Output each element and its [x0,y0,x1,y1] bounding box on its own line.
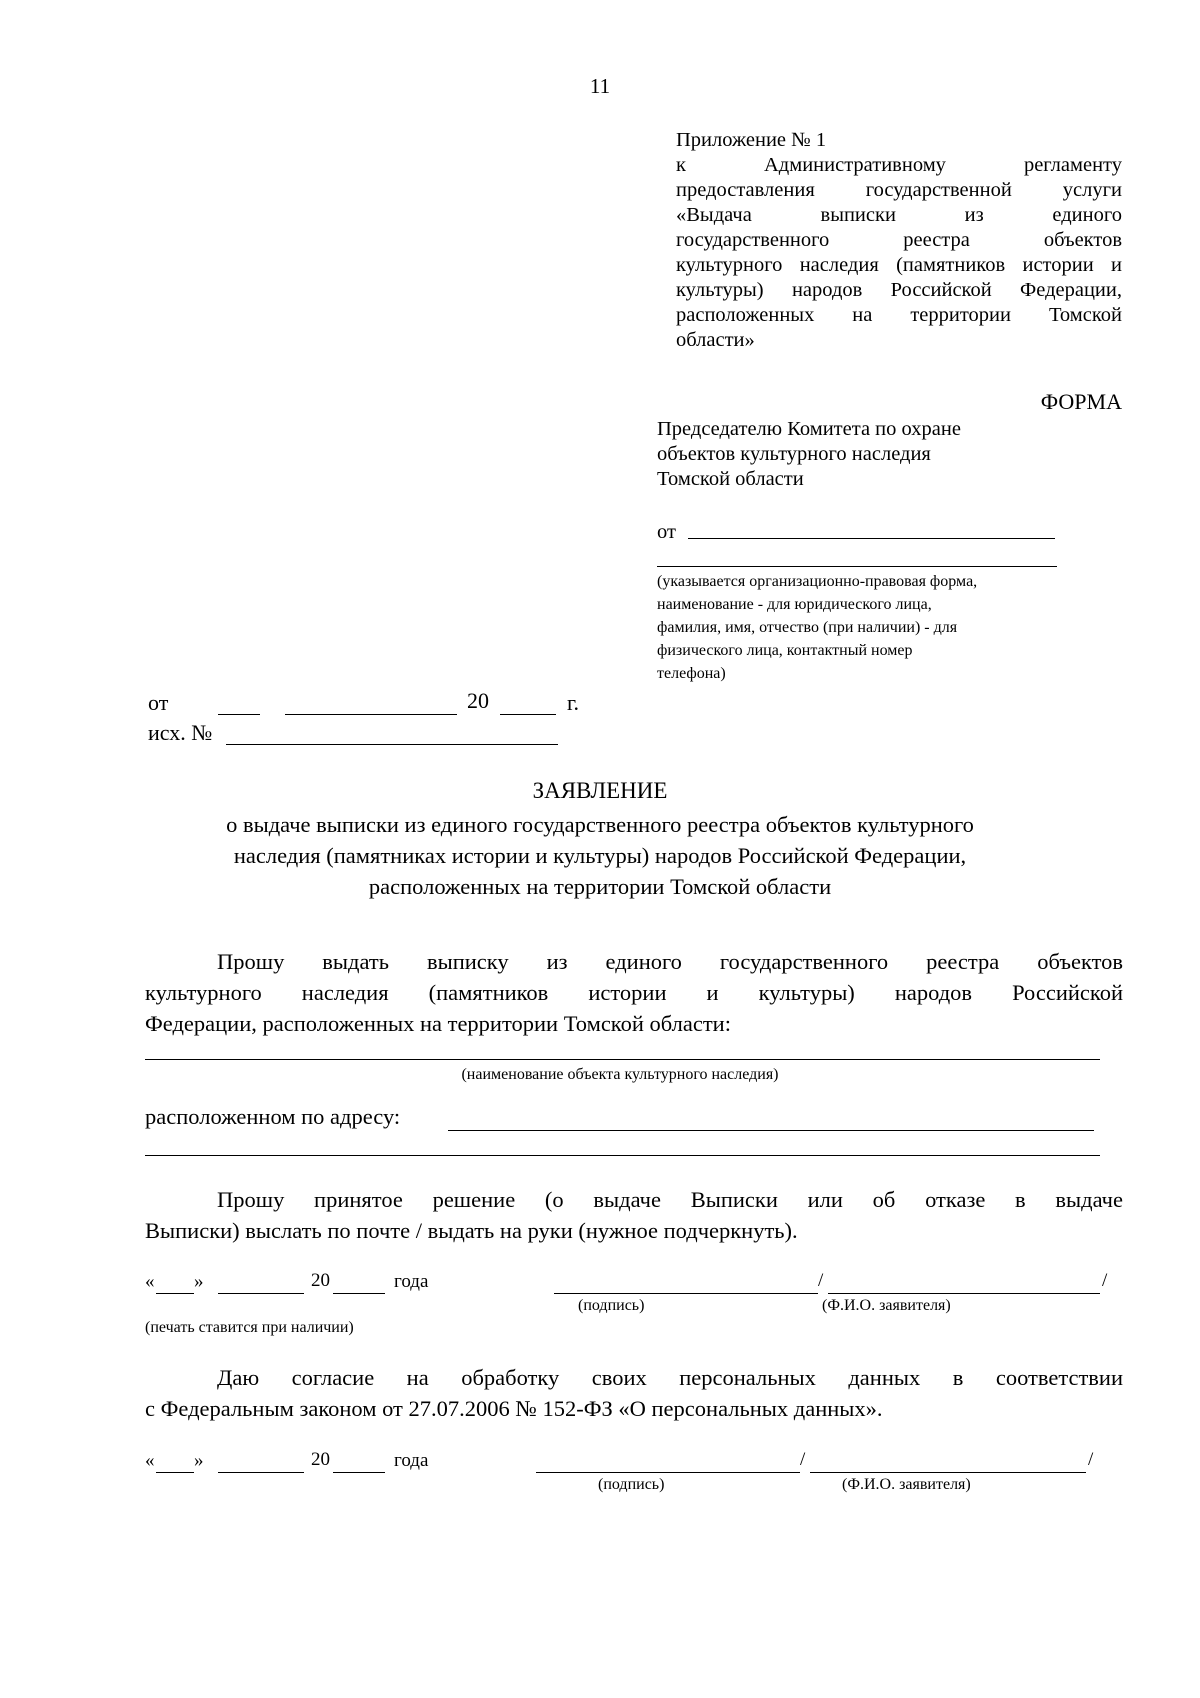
applicant-name-field-2[interactable] [657,566,1057,567]
subtitle-line: расположенных на территории Томской области [368,874,832,899]
sig2-close-quote: » [194,1450,204,1471]
address-field[interactable] [448,1130,1094,1131]
sig1-name-caption: (Ф.И.О. заявителя) [822,1297,951,1314]
sig1-close-quote: » [194,1271,204,1292]
appendix-line: Приложение № 1 [676,129,827,151]
subtitle-line: наследия (памятниках истории и культуры) народов Российской Федерации, [233,843,967,868]
hint-line: наименование - для юридического лица, [657,596,932,613]
date-year-suffix: г. [567,690,580,715]
stamp-note: (печать ставится при наличии) [145,1319,354,1336]
appendix-block [676,128,1122,353]
appendix-line: культуры) народов Российской Федерации, [676,279,1122,301]
addressee-line: Томской области [657,468,804,490]
date-month-field[interactable] [285,714,457,715]
object-name-field[interactable] [145,1059,1100,1060]
date-from-label: от [148,690,169,715]
sig1-slash: / [818,1270,824,1291]
appendix-line: культурного наследия (памятников истории и [676,254,1122,276]
sig2-name-caption: (Ф.И.О. заявителя) [842,1476,971,1493]
decision-line: Прошу принятое решение (о выдаче Выписки или об отказе в выдаче [217,1187,1123,1212]
sig1-open-quote: « [145,1271,155,1292]
address-field-2[interactable] [145,1155,1100,1156]
hint-line: (указывается организационно-правовая форма, [657,573,978,590]
applicant-hint [657,570,1097,685]
sig1-month-field[interactable] [218,1293,304,1294]
sig2-day-field[interactable] [156,1472,194,1473]
sig1-name-field[interactable] [828,1293,1100,1294]
addressee-line: Председателю Комитета по охране [657,418,961,440]
addressee-line: объектов культурного наследия [657,443,931,465]
appendix-line: предоставления государственной услуги [676,179,1122,201]
sig1-year-prefix: 20 [311,1270,330,1291]
addressee-block [657,417,961,492]
sig2-slash: / [800,1449,806,1470]
ref-number-label: исх. № [148,720,213,745]
sig2-year-word: года [394,1450,429,1471]
date-year-field[interactable] [500,714,556,715]
sig2-month-field[interactable] [218,1472,304,1473]
consent-paragraph [145,1362,1123,1424]
applicant-name-field[interactable] [688,538,1055,539]
ref-number-field[interactable] [226,744,558,745]
request-line: Прошу выдать выписку из единого государственного реестра объектов [217,949,1123,974]
sig2-signature-caption: (подпись) [598,1476,665,1493]
appendix-line: «Выдача выписки из единого [676,204,1122,226]
sig2-year-prefix: 20 [311,1449,330,1470]
object-name-caption: (наименование объекта культурного наследия) [461,1066,779,1083]
from-label: от [657,521,676,543]
sig1-day-field[interactable] [156,1293,194,1294]
document-subtitle [0,809,1200,902]
sig2-name-field[interactable] [810,1472,1086,1473]
sig1-slash-end: / [1102,1270,1108,1291]
date-day-field[interactable] [218,714,260,715]
sig2-open-quote: « [145,1450,155,1471]
sig2-year-field[interactable] [333,1472,385,1473]
sig1-year-word: года [394,1271,429,1292]
sig2-signature-field[interactable] [536,1472,800,1473]
appendix-line: к Административному регламенту [676,154,1122,176]
sig1-year-field[interactable] [333,1293,385,1294]
subtitle-line: о выдаче выписки из единого государственного реестра объектов культурного [226,812,974,837]
hint-line: физического лица, контактный номер [657,642,913,659]
sig1-signature-field[interactable] [554,1293,818,1294]
appendix-line: расположенных на территории Томской [676,304,1122,326]
hint-line: фамилия, имя, отчество (при наличии) - для [657,619,958,636]
decision-paragraph [145,1184,1123,1246]
page-number: 11 [589,74,611,98]
consent-line: Даю согласие на обработку своих персональных данных в соответствии [217,1365,1123,1390]
request-paragraph [145,946,1123,1039]
address-label: расположенном по адресу: [145,1104,401,1129]
appendix-line: области» [676,329,755,351]
sig2-slash-end: / [1088,1449,1094,1470]
date-year-prefix: 20 [467,688,489,713]
request-line: Федерации, расположенных на территории Томской области: [145,1011,731,1036]
form-label: ФОРМА [1040,389,1122,414]
consent-line: с Федеральным законом от 27.07.2006 № 152-ФЗ «О персональных данных». [145,1396,883,1421]
request-line: культурного наследия (памятников истории и культуры) народов Российской [145,980,1123,1005]
appendix-line: государственного реестра объектов [676,229,1122,251]
decision-line: Выписки) выслать по почте / выдать на руки (нужное подчеркнуть). [145,1218,798,1243]
hint-line: телефона) [657,665,726,682]
sig1-signature-caption: (подпись) [578,1297,645,1314]
document-title: ЗАЯВЛЕНИЕ [532,778,668,803]
